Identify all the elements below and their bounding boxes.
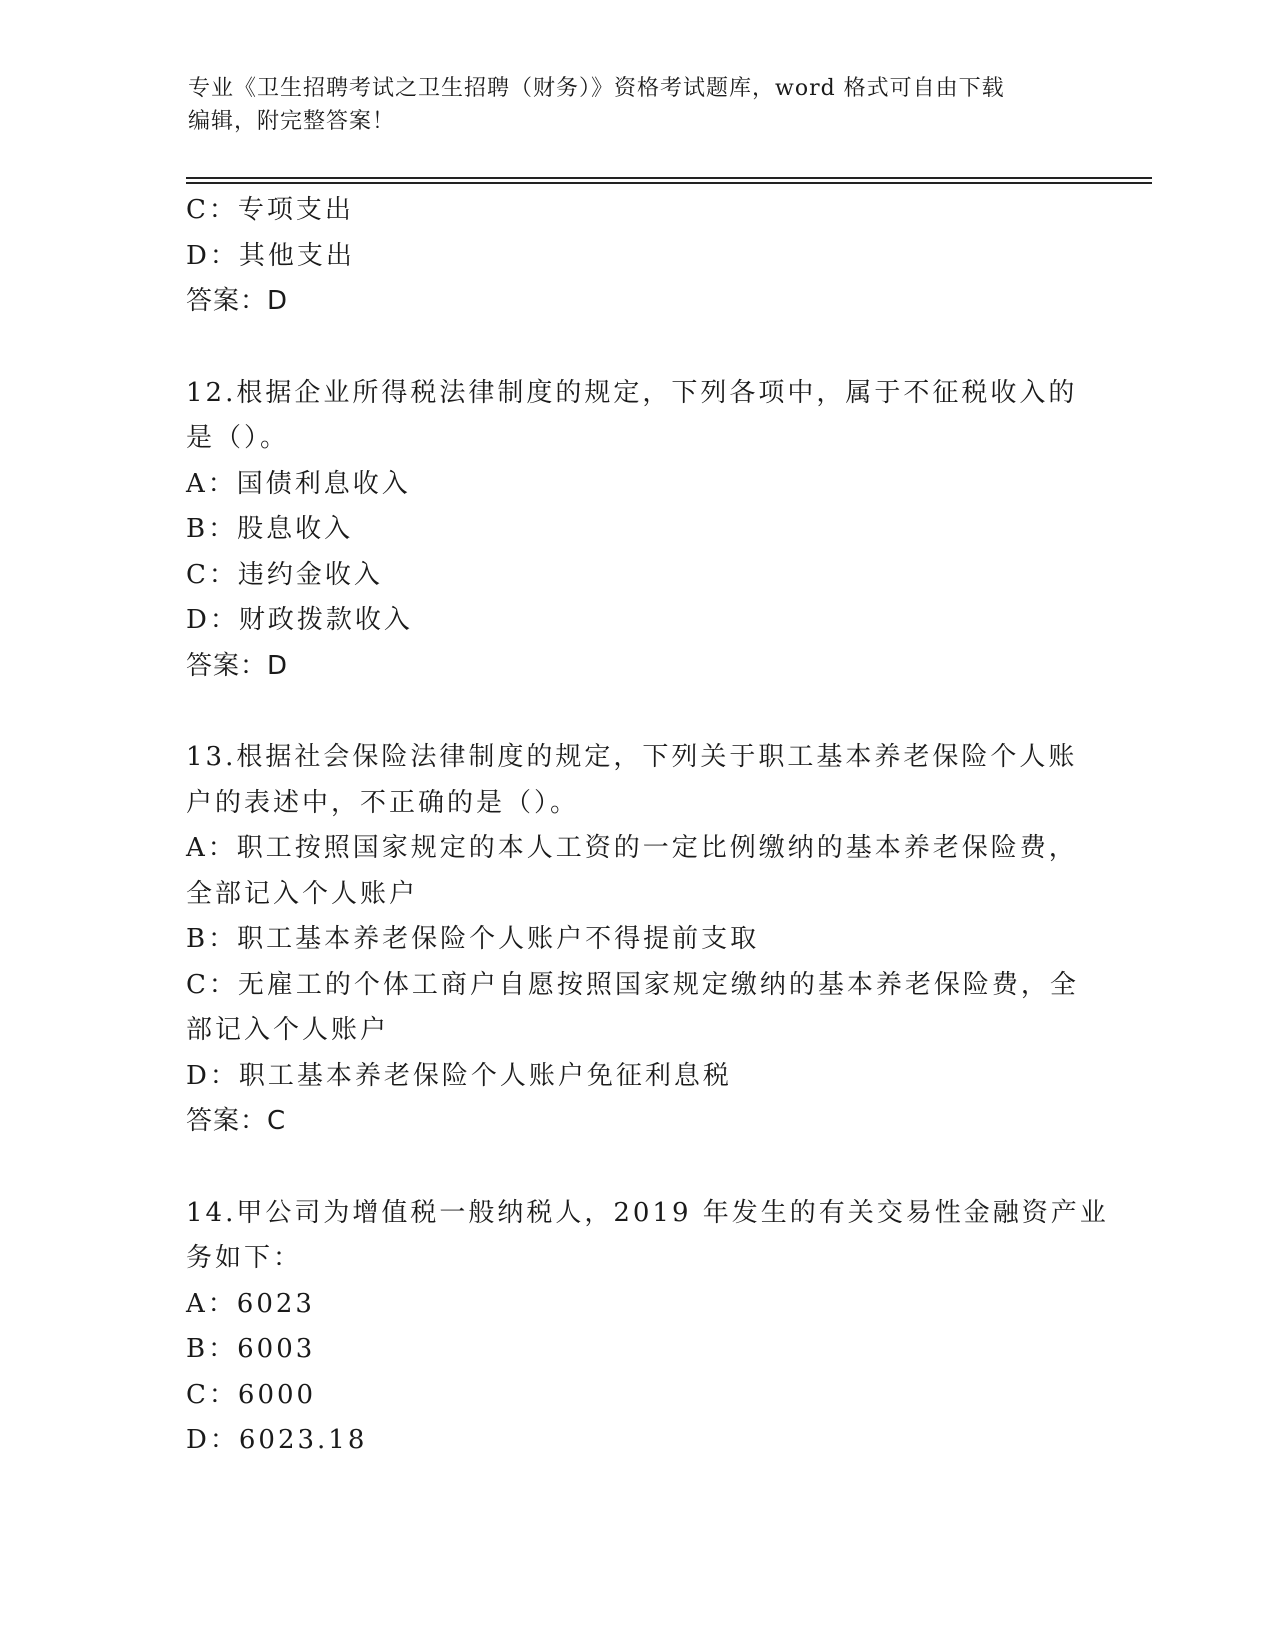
- option-c-line-1: C：无雇工的个体工商户自愿按照国家规定缴纳的基本养老保险费，全: [186, 969, 1079, 1000]
- question-12: [186, 371, 1086, 690]
- question-stem-line-2: 务如下：: [186, 1243, 303, 1273]
- spacer: [186, 689, 1086, 735]
- option-text: 6023: [236, 1288, 315, 1319]
- option-text: 6023.18: [238, 1425, 368, 1455]
- option-key: D：: [186, 240, 239, 271]
- question-11-tail: [186, 188, 1086, 325]
- option-d: D：职工基本养老保险个人账户免征利息税: [186, 1060, 732, 1091]
- option-a-line-1: A：职工按照国家规定的本人工资的一定比例缴纳的基本养老保险费，: [186, 833, 1078, 863]
- answer-line: 答案：D: [186, 286, 289, 316]
- option-key: D：: [186, 605, 239, 635]
- question-stem-line-1: 12.根据企业所得税法律制度的规定，下列各项中，属于不征税收入的: [186, 377, 1078, 408]
- option-key: B：: [186, 514, 238, 544]
- option-text: 财政拨款收入: [238, 605, 413, 635]
- header-divider-top: [186, 177, 1152, 179]
- option-c: [186, 188, 1086, 234]
- option-text: 股息收入: [237, 514, 354, 544]
- question-stem-line-1: 14.甲公司为增值税一般纳税人，2019 年发生的有关交易性金融资产业: [186, 1197, 1109, 1228]
- option-text: 违约金收入: [237, 559, 383, 590]
- option-key: A：: [186, 1288, 237, 1319]
- option-a-line-2: 全部记入个人账户: [186, 878, 419, 909]
- document-body: [186, 188, 1109, 1464]
- question-stem-line-1: 13.根据社会保险法律制度的规定，下列关于职工基本养老保险个人账: [186, 742, 1078, 772]
- option-c: [186, 553, 1086, 599]
- question-stem-line-2: 户的表述中，不正确的是（）。: [186, 787, 580, 818]
- option-b: [186, 1327, 1086, 1373]
- option-a: [186, 1282, 1086, 1328]
- spacer: [186, 1145, 1086, 1191]
- header-line-2: 编辑，附完整答案！: [188, 109, 396, 134]
- option-key: C：: [186, 195, 238, 225]
- option-text: 国债利息收入: [236, 468, 411, 499]
- option-d: [186, 598, 1086, 644]
- document-header: [188, 72, 1068, 138]
- question-14: [186, 1191, 1109, 1464]
- option-key: A：: [186, 468, 237, 499]
- option-b: [186, 507, 1086, 553]
- option-text: 6003: [237, 1334, 316, 1364]
- question-stem-line-2: 是（）。: [186, 423, 290, 453]
- option-text: 其他支出: [238, 240, 355, 271]
- option-c-line-2: 部记入个人账户: [186, 1015, 390, 1045]
- option-c: [186, 1373, 1086, 1419]
- spacer: [186, 325, 1086, 371]
- answer-line: 答案：D: [186, 650, 289, 681]
- option-d: [186, 234, 1086, 280]
- option-key: C：: [186, 1379, 238, 1410]
- question-13: [186, 735, 1086, 1145]
- option-d: [186, 1418, 1086, 1464]
- header-line-1: 专业《卫生招聘考试之卫生招聘（财务）》资格考试题库，word 格式可自由下载: [188, 76, 1005, 101]
- answer-line: 答案：C: [186, 1106, 287, 1136]
- option-key: B：: [186, 1334, 238, 1364]
- option-a: [186, 462, 1086, 508]
- option-key: C：: [186, 559, 238, 590]
- option-text: 专项支出: [237, 195, 354, 225]
- option-b: B：职工基本养老保险个人账户不得提前支取: [186, 924, 760, 954]
- header-divider-bottom: [186, 182, 1152, 184]
- option-text: 6000: [237, 1379, 317, 1410]
- option-key: D：: [186, 1425, 239, 1455]
